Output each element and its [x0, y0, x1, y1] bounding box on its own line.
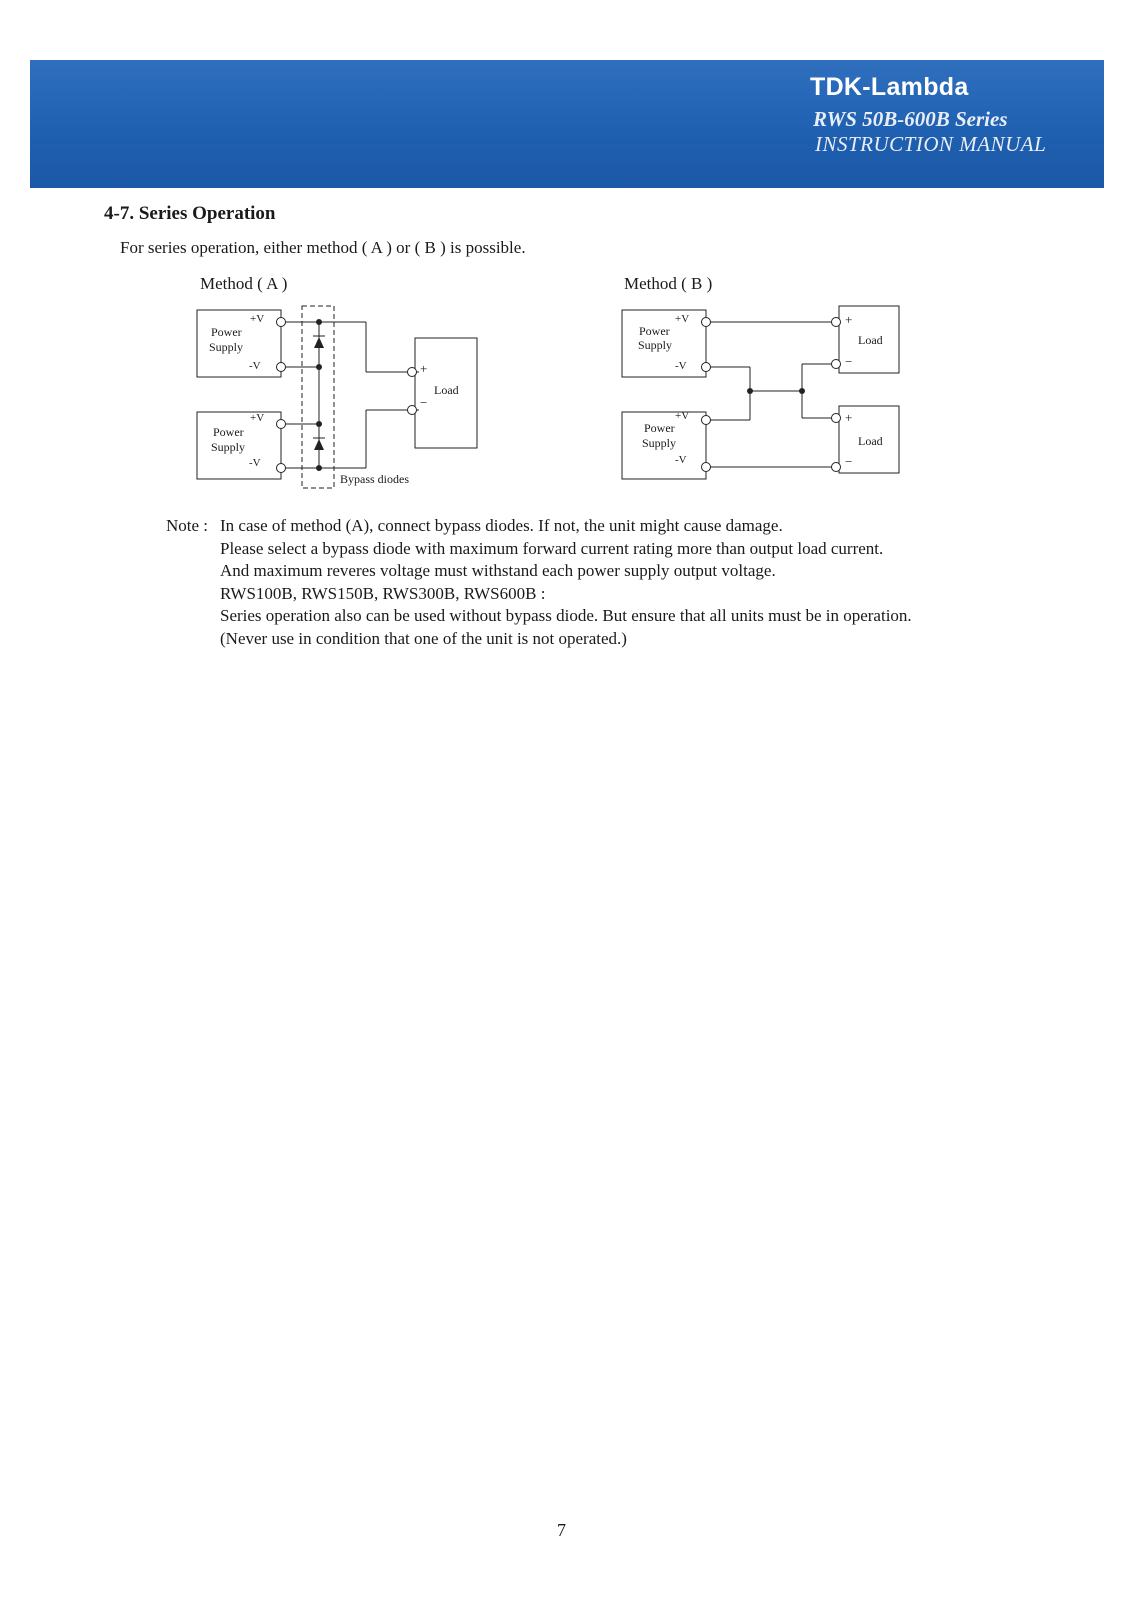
diode-icon — [314, 337, 324, 348]
minus-label: − — [845, 454, 853, 469]
bypass-diodes-box — [302, 306, 334, 488]
terminal-icon — [832, 318, 841, 327]
bypass-diodes-label: Bypass diodes — [340, 472, 409, 486]
power-supply-label: Supply — [209, 340, 244, 354]
intro-text: For series operation, either method ( A ) or ( B ) is possible. — [120, 238, 526, 257]
power-supply-label: Supply — [638, 338, 673, 352]
terminal-icon — [277, 420, 286, 429]
terminal-icon — [702, 363, 711, 372]
minus-label: − — [420, 395, 428, 410]
minus-v-label: -V — [249, 457, 261, 469]
header-band — [30, 60, 1104, 188]
plus-v-label: +V — [250, 412, 265, 424]
note-line: Series operation also can be used without bypass diode. But ensure that all units must be in operation. — [220, 606, 912, 626]
method-a-diagram — [190, 300, 490, 492]
method-b-diagram — [612, 300, 902, 492]
page-number: 7 — [557, 1520, 566, 1540]
method-b-label: Method ( B ) — [624, 274, 713, 293]
manual-title: INSTRUCTION MANUAL — [815, 132, 1047, 156]
terminal-icon — [702, 463, 711, 472]
load-label: Load — [434, 383, 459, 397]
terminal-icon — [832, 360, 841, 369]
plus-v-label: +V — [675, 313, 690, 325]
plus-label: + — [845, 312, 853, 327]
note-line: (Never use in condition that one of the unit is not operated.) — [220, 628, 627, 648]
note-line: And maximum reveres voltage must withstand each power supply output voltage. — [220, 561, 776, 581]
plus-v-label: +V — [250, 313, 265, 325]
terminal-icon — [277, 363, 286, 372]
terminal-icon — [702, 318, 711, 327]
brand-title: TDK-Lambda — [810, 73, 969, 101]
note-line: RWS100B, RWS150B, RWS300B, RWS600B : — [220, 583, 546, 603]
notes-block — [166, 515, 912, 651]
load-label: Load — [858, 434, 883, 448]
terminal-icon — [277, 464, 286, 473]
power-supply-label: Supply — [642, 436, 677, 450]
note-text: In case of method (A), connect bypass diodes. If not, the unit might cause damage. — [220, 516, 783, 535]
terminal-icon — [832, 463, 841, 472]
power-supply-label: Power — [213, 425, 244, 439]
section-heading: 4-7. Series Operation — [104, 203, 276, 224]
power-supply-label: Power — [644, 421, 675, 435]
load-label: Load — [858, 333, 883, 347]
terminal-icon — [408, 368, 417, 377]
diode-icon — [314, 439, 324, 450]
plus-label: + — [845, 410, 853, 425]
note-prefix: Note : — [166, 516, 209, 535]
terminal-icon — [277, 318, 286, 327]
terminal-icon — [832, 414, 841, 423]
plus-label: + — [420, 361, 428, 376]
plus-v-label: +V — [675, 410, 690, 422]
terminal-icon — [702, 416, 711, 425]
minus-v-label: -V — [675, 360, 687, 372]
method-a-label: Method ( A ) — [200, 274, 288, 293]
minus-label: − — [845, 354, 853, 369]
power-supply-label: Supply — [211, 440, 246, 454]
note-line — [166, 515, 912, 538]
terminal-icon — [408, 406, 417, 415]
series-title: RWS 50B-600B Series — [813, 107, 1008, 131]
minus-v-label: -V — [675, 454, 687, 466]
power-supply-label: Power — [211, 325, 242, 339]
power-supply-label: Power — [639, 324, 670, 338]
minus-v-label: -V — [249, 360, 261, 372]
note-line: Please select a bypass diode with maximum forward current rating more than output load current. — [220, 538, 884, 558]
